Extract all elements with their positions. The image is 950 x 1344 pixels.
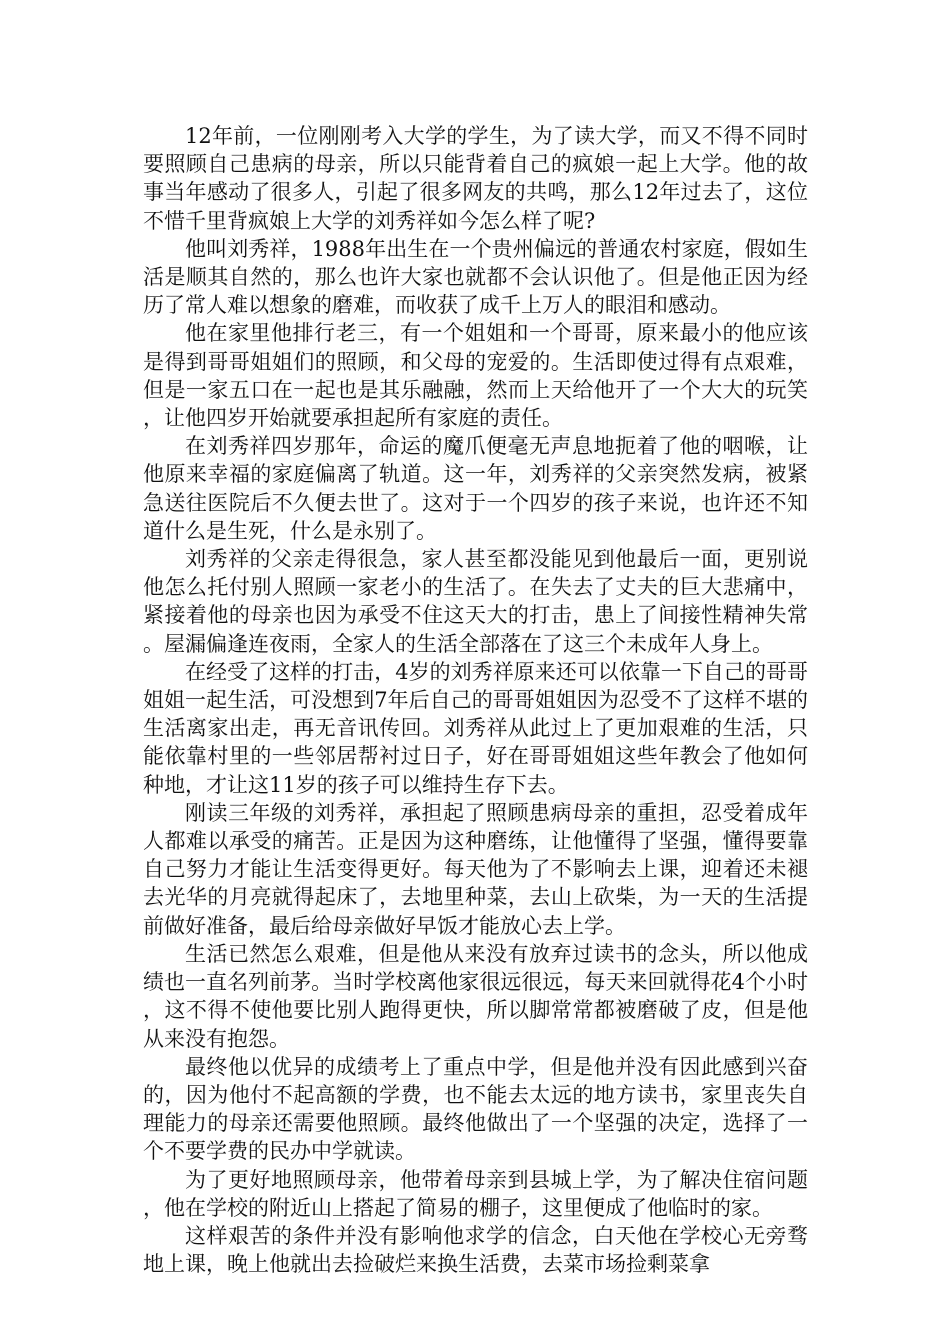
document-body [143,122,808,1278]
paragraph-9: 最终他以优异的成绩考上了重点中学，但是他并没有因此感到兴奋的，因为他付不起高额的学费，也不能去太远的地方读书，家里丧失自理能力的母亲还需要他照顾。最终他做出了一个坚强的决定，选择了一个不要学费的民办中学就读。 [143,1054,808,1164]
paragraph-7: 刚读三年级的刘秀祥，承担起了照顾患病母亲的重担，忍受着成年人都难以承受的痛苦。正是因为这种磨练，让他懂得了坚强，懂得要靠自己努力才能让生活变得更好。每天他为了不影响去上课，迎着还未褪去光华的月亮就得起床了，去地里种菜，去山上砍柴，为一天的生活提前做好准备，最后给母亲做好早饭才能放心去上学。 [143,800,808,938]
paragraph-4: 在刘秀祥四岁那年，命运的魔爪便毫无声息地扼着了他的咽喉，让他原来幸福的家庭偏离了轨道。这一年，刘秀祥的父亲突然发病，被紧急送往医院后不久便去世了。这对于一个四岁的孩子来说，也许还不知道什么是生死，什么是永别了。 [143,434,808,543]
paragraph-11: 这样艰苦的条件并没有影响他求学的信念，白天他在学校心无旁骛地上课，晚上他就出去捡破烂来换生活费，去菜市场捡剩菜拿 [143,1223,808,1277]
paragraph-3: 他在家里他排行老三，有一个姐姐和一个哥哥，原来最小的他应该是得到哥哥姐姐们的照顾，和父母的宠爱的。生活即使过得有点艰难，但是一家五口在一起也是其乐融融，然而上天给他开了一个大大的玩笑，让他四岁开始就要承担起所有家庭的责任。 [143,321,808,431]
paragraph-10: 为了更好地照顾母亲，他带着母亲到县城上学，为了解决住宿问题，他在学校的附近山上搭起了简易的棚子，这里便成了他临时的家。 [143,1167,808,1220]
paragraph-5: 刘秀祥的父亲走得很急，家人甚至都没能见到他最后一面，更别说他怎么托付别人照顾一家老小的生活了。在失去了丈夫的巨大悲痛中，紧接着他的母亲也因为承受不住这天大的打击，患上了间接性精神失常。屋漏偏逢连夜雨，全家人的生活全部落在了这三个未成年人身上。 [143,547,808,656]
paragraph-1: 12年前，一位刚刚考入大学的学生，为了读大学，而又不得不同时要照顾自己患病的母亲，所以只能背着自己的疯娘一起上大学。他的故事当年感动了很多人，引起了很多网友的共鸣，那么12年过去了，这位不惜千里背疯娘上大学的刘秀祥如今怎么样了呢? [143,124,808,233]
paragraph-6: 在经受了这样的打击，4岁的刘秀祥原来还可以依靠一下自己的哥哥姐姐一起生活，可没想到7年后自己的哥哥姐姐因为忍受不了这样不堪的生活离家出走，再无音讯传回。刘秀祥从此过上了更加艰难的生活，只能依靠村里的一些邻居帮衬过日子，好在哥哥姐姐这些年教会了他如何种地，才让这11岁的孩子可以维持生存下去。 [143,659,808,797]
paragraph-2: 他叫刘秀祥，1988年出生在一个贵州偏远的普通农村家庭，假如生活是顺其自然的，那么也许大家也就都不会认识他了。但是他正因为经历了常人难以想象的磨难，而收获了成千上万人的眼泪和感动。 [143,236,808,318]
paragraph-8: 生活已然怎么艰难，但是他从来没有放弃过读书的念头，所以他成绩也一直名列前茅。当时学校离他家很远很远，每天来回就得花4个小时，这不得不使他要比别人跑得更快，所以脚常常都被磨破了皮，但是他从来没有抱怨。 [143,941,808,1051]
